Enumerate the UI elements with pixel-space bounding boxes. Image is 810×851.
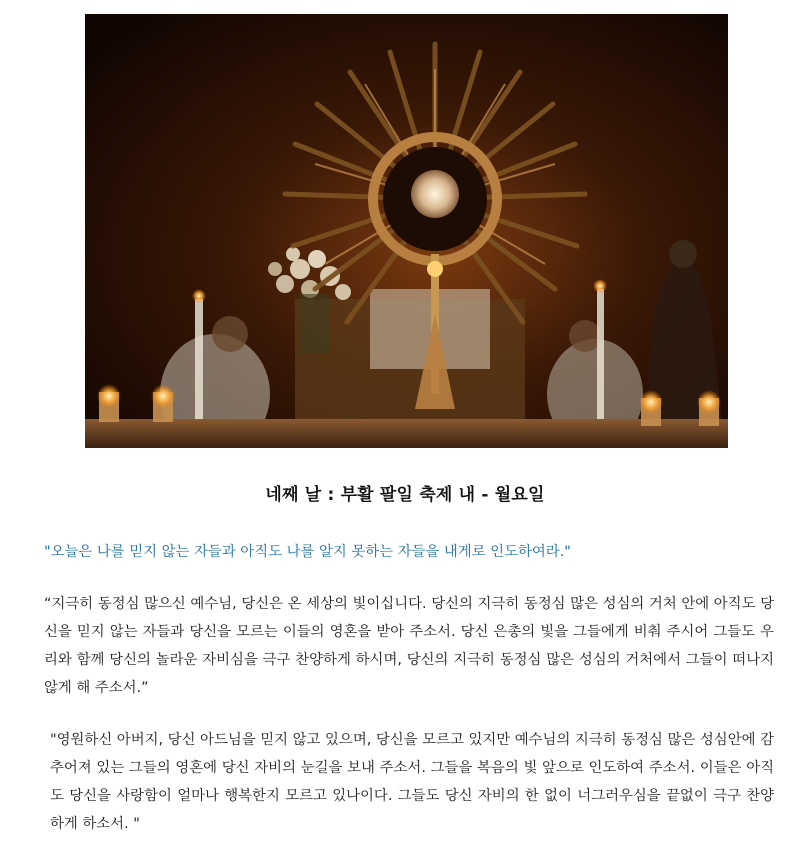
page-title: 네째 날 : 부활 팔일 축제 내 - 월요일 [265, 485, 545, 505]
monstrance-photo [85, 14, 728, 448]
prayer-paragraph-2: "영원하신 아버지, 당신 아드님을 믿지 않고 있으며, 당신을 모르고 있지만 예수님의 지극히 동정심 많은 성심안에 감추어져 있는 그들의 영혼에 당신 자비의 눈길을 보내 주소서. 그들을 복음의 빛 앞으로 인도하여 주소서. 이들은 아직도 당신을 사랑함이 얼마나 행복한지 모르고 있나이다. 그들도 당신 자비의 한 없이 너그러우심을 끝없이 극구 찬양하게 하소서. " [50, 732, 774, 832]
intro-quote: "오늘은 나를 믿지 않는 자들과 아직도 나를 알지 못하는 자들을 내게로 인도하여라." [44, 544, 571, 560]
prayer-paragraph-1: “지극히 동정심 많으신 예수님, 당신은 온 세상의 빛이십니다. 당신의 지극히 동정심 많은 성심의 거처 안에 아직도 당신을 믿지 않는 자들과 당신을 모르는 이들의 영혼을 받아 주소서. 당신 은총의 빛을 그들에게 비춰 주시어 그들도 우리와 함께 당신의 놀라운 자비심을 극구 찬양하게 하시며, 당신의 지극히 동정심 많은 성심의 거처에서 그들이 떠나지 않게 해 주소서.” [44, 596, 774, 696]
